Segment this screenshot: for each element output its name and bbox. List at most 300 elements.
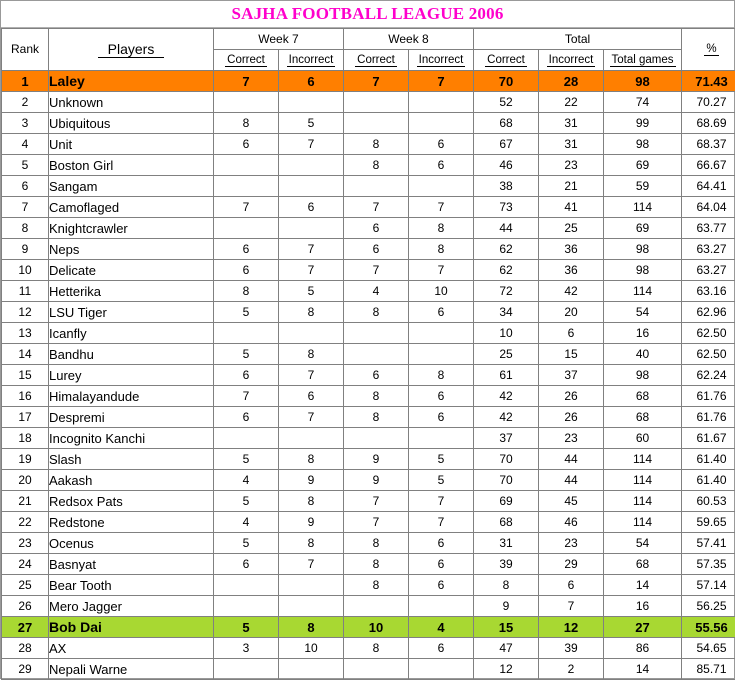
cell-percent: 64.41 bbox=[682, 176, 735, 197]
cell-total-incorrect: 31 bbox=[539, 113, 604, 134]
table-row bbox=[2, 575, 735, 596]
cell-week7-incorrect: 8 bbox=[279, 491, 344, 512]
cell-rank: 14 bbox=[2, 344, 49, 365]
cell-week7-correct: 4 bbox=[214, 470, 279, 491]
cell-percent: 62.50 bbox=[682, 344, 735, 365]
cell-week7-correct: 8 bbox=[214, 113, 279, 134]
cell-total-games: 98 bbox=[604, 134, 682, 155]
cell-total-correct: 70 bbox=[474, 470, 539, 491]
cell-total-games: 59 bbox=[604, 176, 682, 197]
cell-total-correct: 47 bbox=[474, 638, 539, 659]
cell-total-games: 40 bbox=[604, 344, 682, 365]
cell-player: Knightcrawler bbox=[49, 218, 214, 239]
cell-total-games: 60 bbox=[604, 428, 682, 449]
cell-week7-incorrect bbox=[279, 155, 344, 176]
cell-player: Mero Jagger bbox=[49, 596, 214, 617]
cell-rank: 28 bbox=[2, 638, 49, 659]
cell-week7-incorrect: 7 bbox=[279, 407, 344, 428]
cell-total-games: 98 bbox=[604, 71, 682, 92]
cell-percent: 62.96 bbox=[682, 302, 735, 323]
table-row bbox=[2, 386, 735, 407]
cell-percent: 68.69 bbox=[682, 113, 735, 134]
cell-week8-correct: 6 bbox=[344, 218, 409, 239]
cell-total-correct: 8 bbox=[474, 575, 539, 596]
cell-total-incorrect: 25 bbox=[539, 218, 604, 239]
table-row bbox=[2, 617, 735, 638]
cell-week7-incorrect: 8 bbox=[279, 449, 344, 470]
cell-week7-correct: 8 bbox=[214, 281, 279, 302]
cell-week8-correct: 8 bbox=[344, 302, 409, 323]
column-group-week7: Week 7 bbox=[214, 29, 344, 50]
cell-total-incorrect: 2 bbox=[539, 659, 604, 680]
cell-week7-incorrect: 9 bbox=[279, 470, 344, 491]
table-row bbox=[2, 428, 735, 449]
cell-total-correct: 12 bbox=[474, 659, 539, 680]
cell-week7-incorrect: 8 bbox=[279, 533, 344, 554]
cell-rank: 10 bbox=[2, 260, 49, 281]
cell-rank: 20 bbox=[2, 470, 49, 491]
cell-rank: 12 bbox=[2, 302, 49, 323]
cell-rank: 2 bbox=[2, 92, 49, 113]
cell-player: Redstone bbox=[49, 512, 214, 533]
cell-week8-correct bbox=[344, 428, 409, 449]
cell-player: Redsox Pats bbox=[49, 491, 214, 512]
cell-percent: 61.67 bbox=[682, 428, 735, 449]
cell-total-incorrect: 6 bbox=[539, 323, 604, 344]
cell-player: Laley bbox=[49, 71, 214, 92]
table-body bbox=[2, 71, 735, 680]
cell-week7-correct: 7 bbox=[214, 71, 279, 92]
table-header bbox=[2, 29, 735, 71]
column-header-total-incorrect: Incorrect bbox=[539, 50, 604, 71]
cell-week8-incorrect: 8 bbox=[409, 239, 474, 260]
cell-rank: 22 bbox=[2, 512, 49, 533]
cell-total-games: 68 bbox=[604, 386, 682, 407]
cell-percent: 54.65 bbox=[682, 638, 735, 659]
cell-total-correct: 69 bbox=[474, 491, 539, 512]
cell-rank: 16 bbox=[2, 386, 49, 407]
cell-total-correct: 34 bbox=[474, 302, 539, 323]
cell-week7-correct: 6 bbox=[214, 365, 279, 386]
cell-total-incorrect: 26 bbox=[539, 407, 604, 428]
cell-week7-incorrect bbox=[279, 596, 344, 617]
column-group-week8: Week 8 bbox=[344, 29, 474, 50]
cell-week8-correct bbox=[344, 113, 409, 134]
cell-week8-correct: 4 bbox=[344, 281, 409, 302]
cell-total-games: 54 bbox=[604, 533, 682, 554]
cell-rank: 23 bbox=[2, 533, 49, 554]
table-row bbox=[2, 512, 735, 533]
cell-rank: 9 bbox=[2, 239, 49, 260]
cell-rank: 27 bbox=[2, 617, 49, 638]
cell-total-incorrect: 36 bbox=[539, 239, 604, 260]
cell-week7-incorrect: 7 bbox=[279, 554, 344, 575]
cell-week8-correct bbox=[344, 659, 409, 680]
cell-week7-incorrect: 8 bbox=[279, 344, 344, 365]
cell-percent: 56.25 bbox=[682, 596, 735, 617]
cell-week7-correct: 6 bbox=[214, 554, 279, 575]
cell-week8-correct bbox=[344, 176, 409, 197]
cell-rank: 15 bbox=[2, 365, 49, 386]
cell-week8-incorrect: 6 bbox=[409, 155, 474, 176]
table-row bbox=[2, 323, 735, 344]
cell-week8-correct bbox=[344, 596, 409, 617]
cell-total-correct: 67 bbox=[474, 134, 539, 155]
cell-week8-incorrect: 6 bbox=[409, 302, 474, 323]
cell-week7-incorrect: 6 bbox=[279, 386, 344, 407]
cell-week8-correct: 9 bbox=[344, 470, 409, 491]
cell-total-games: 99 bbox=[604, 113, 682, 134]
table-row bbox=[2, 113, 735, 134]
table-row bbox=[2, 92, 735, 113]
cell-week7-correct bbox=[214, 92, 279, 113]
cell-percent: 57.41 bbox=[682, 533, 735, 554]
cell-percent: 61.40 bbox=[682, 470, 735, 491]
table-row bbox=[2, 344, 735, 365]
cell-percent: 62.50 bbox=[682, 323, 735, 344]
cell-total-correct: 10 bbox=[474, 323, 539, 344]
cell-week7-incorrect: 8 bbox=[279, 302, 344, 323]
cell-rank: 25 bbox=[2, 575, 49, 596]
cell-rank: 6 bbox=[2, 176, 49, 197]
cell-week8-incorrect: 6 bbox=[409, 134, 474, 155]
table-row bbox=[2, 491, 735, 512]
cell-total-correct: 62 bbox=[474, 260, 539, 281]
cell-player: Unit bbox=[49, 134, 214, 155]
cell-week7-correct: 5 bbox=[214, 533, 279, 554]
cell-total-correct: 72 bbox=[474, 281, 539, 302]
cell-week8-correct: 8 bbox=[344, 134, 409, 155]
cell-week7-incorrect bbox=[279, 218, 344, 239]
cell-week7-correct: 5 bbox=[214, 449, 279, 470]
cell-player: Incognito Kanchi bbox=[49, 428, 214, 449]
cell-week7-incorrect: 9 bbox=[279, 512, 344, 533]
cell-total-games: 98 bbox=[604, 260, 682, 281]
cell-total-correct: 42 bbox=[474, 407, 539, 428]
cell-percent: 64.04 bbox=[682, 197, 735, 218]
cell-player: Bandhu bbox=[49, 344, 214, 365]
cell-percent: 66.67 bbox=[682, 155, 735, 176]
cell-percent: 57.14 bbox=[682, 575, 735, 596]
cell-total-incorrect: 26 bbox=[539, 386, 604, 407]
cell-week7-incorrect: 6 bbox=[279, 71, 344, 92]
cell-week8-correct: 10 bbox=[344, 617, 409, 638]
table-row bbox=[2, 218, 735, 239]
cell-week8-incorrect bbox=[409, 659, 474, 680]
cell-week8-incorrect: 7 bbox=[409, 197, 474, 218]
cell-week7-correct: 5 bbox=[214, 302, 279, 323]
cell-week8-incorrect bbox=[409, 323, 474, 344]
cell-rank: 19 bbox=[2, 449, 49, 470]
cell-total-incorrect: 29 bbox=[539, 554, 604, 575]
cell-player: Delicate bbox=[49, 260, 214, 281]
cell-week8-incorrect bbox=[409, 596, 474, 617]
cell-rank: 4 bbox=[2, 134, 49, 155]
column-header-percent bbox=[682, 29, 735, 71]
cell-week8-incorrect bbox=[409, 344, 474, 365]
column-header-week8-incorrect: Incorrect bbox=[409, 50, 474, 71]
cell-week7-incorrect: 10 bbox=[279, 638, 344, 659]
cell-total-incorrect: 28 bbox=[539, 71, 604, 92]
cell-total-correct: 46 bbox=[474, 155, 539, 176]
cell-week7-incorrect: 6 bbox=[279, 197, 344, 218]
table-row bbox=[2, 470, 735, 491]
cell-total-incorrect: 42 bbox=[539, 281, 604, 302]
cell-week7-correct: 7 bbox=[214, 386, 279, 407]
cell-total-correct: 61 bbox=[474, 365, 539, 386]
cell-week7-correct bbox=[214, 596, 279, 617]
cell-total-games: 114 bbox=[604, 470, 682, 491]
cell-week8-correct: 8 bbox=[344, 155, 409, 176]
cell-week8-incorrect: 7 bbox=[409, 260, 474, 281]
cell-player: Despremi bbox=[49, 407, 214, 428]
cell-total-correct: 70 bbox=[474, 71, 539, 92]
table-row bbox=[2, 176, 735, 197]
cell-percent: 70.27 bbox=[682, 92, 735, 113]
cell-week7-correct: 6 bbox=[214, 260, 279, 281]
table-row bbox=[2, 533, 735, 554]
cell-week7-correct bbox=[214, 323, 279, 344]
cell-week7-correct: 3 bbox=[214, 638, 279, 659]
cell-week8-incorrect: 7 bbox=[409, 491, 474, 512]
cell-total-incorrect: 7 bbox=[539, 596, 604, 617]
cell-week7-incorrect: 7 bbox=[279, 365, 344, 386]
cell-week8-incorrect: 6 bbox=[409, 386, 474, 407]
cell-week7-correct bbox=[214, 176, 279, 197]
cell-total-games: 68 bbox=[604, 407, 682, 428]
cell-week8-correct: 8 bbox=[344, 386, 409, 407]
cell-player: Lurey bbox=[49, 365, 214, 386]
cell-total-incorrect: 21 bbox=[539, 176, 604, 197]
cell-percent: 63.27 bbox=[682, 239, 735, 260]
cell-week7-correct bbox=[214, 428, 279, 449]
cell-total-incorrect: 39 bbox=[539, 638, 604, 659]
cell-total-incorrect: 44 bbox=[539, 470, 604, 491]
cell-percent: 85.71 bbox=[682, 659, 735, 680]
cell-week8-correct: 7 bbox=[344, 71, 409, 92]
cell-total-incorrect: 46 bbox=[539, 512, 604, 533]
cell-total-correct: 42 bbox=[474, 386, 539, 407]
cell-total-correct: 52 bbox=[474, 92, 539, 113]
cell-player: Camoflaged bbox=[49, 197, 214, 218]
cell-total-games: 27 bbox=[604, 617, 682, 638]
column-header-players-label: Players bbox=[98, 41, 165, 58]
cell-week7-correct: 6 bbox=[214, 134, 279, 155]
page-title: SAJHA FOOTBALL LEAGUE 2006 bbox=[231, 4, 503, 24]
cell-rank: 18 bbox=[2, 428, 49, 449]
cell-week8-correct bbox=[344, 323, 409, 344]
cell-total-games: 114 bbox=[604, 281, 682, 302]
table-row bbox=[2, 260, 735, 281]
table-row bbox=[2, 71, 735, 92]
cell-week7-correct: 5 bbox=[214, 344, 279, 365]
cell-week8-correct: 6 bbox=[344, 239, 409, 260]
cell-player: Ubiquitous bbox=[49, 113, 214, 134]
cell-percent: 61.76 bbox=[682, 386, 735, 407]
cell-week8-incorrect: 5 bbox=[409, 449, 474, 470]
table-row bbox=[2, 134, 735, 155]
cell-total-incorrect: 20 bbox=[539, 302, 604, 323]
cell-week7-incorrect bbox=[279, 659, 344, 680]
cell-week7-incorrect bbox=[279, 92, 344, 113]
cell-total-correct: 31 bbox=[474, 533, 539, 554]
cell-player: Aakash bbox=[49, 470, 214, 491]
cell-week8-incorrect: 10 bbox=[409, 281, 474, 302]
cell-week8-incorrect: 8 bbox=[409, 218, 474, 239]
cell-total-correct: 25 bbox=[474, 344, 539, 365]
cell-week8-incorrect: 4 bbox=[409, 617, 474, 638]
cell-week7-incorrect: 7 bbox=[279, 134, 344, 155]
cell-percent: 61.76 bbox=[682, 407, 735, 428]
cell-week8-incorrect: 7 bbox=[409, 71, 474, 92]
table-row bbox=[2, 659, 735, 680]
cell-week7-incorrect: 5 bbox=[279, 113, 344, 134]
table-row bbox=[2, 281, 735, 302]
cell-percent: 59.65 bbox=[682, 512, 735, 533]
cell-week8-correct: 8 bbox=[344, 638, 409, 659]
column-header-total-correct: Correct bbox=[474, 50, 539, 71]
table-row bbox=[2, 302, 735, 323]
cell-week7-correct bbox=[214, 155, 279, 176]
cell-player: Boston Girl bbox=[49, 155, 214, 176]
cell-total-games: 114 bbox=[604, 512, 682, 533]
cell-week7-incorrect: 5 bbox=[279, 281, 344, 302]
cell-percent: 63.77 bbox=[682, 218, 735, 239]
cell-week8-incorrect: 7 bbox=[409, 512, 474, 533]
cell-total-incorrect: 36 bbox=[539, 260, 604, 281]
cell-player: Slash bbox=[49, 449, 214, 470]
cell-week8-incorrect bbox=[409, 176, 474, 197]
cell-total-games: 16 bbox=[604, 323, 682, 344]
cell-total-incorrect: 12 bbox=[539, 617, 604, 638]
cell-percent: 68.37 bbox=[682, 134, 735, 155]
cell-player: Hetterika bbox=[49, 281, 214, 302]
cell-total-correct: 9 bbox=[474, 596, 539, 617]
cell-percent: 57.35 bbox=[682, 554, 735, 575]
column-header-week8-correct: Correct bbox=[344, 50, 409, 71]
cell-rank: 8 bbox=[2, 218, 49, 239]
cell-week7-correct: 6 bbox=[214, 239, 279, 260]
cell-rank: 7 bbox=[2, 197, 49, 218]
cell-rank: 24 bbox=[2, 554, 49, 575]
cell-total-incorrect: 22 bbox=[539, 92, 604, 113]
cell-total-correct: 39 bbox=[474, 554, 539, 575]
cell-rank: 26 bbox=[2, 596, 49, 617]
cell-week8-incorrect: 6 bbox=[409, 407, 474, 428]
table-row bbox=[2, 197, 735, 218]
cell-total-games: 114 bbox=[604, 491, 682, 512]
cell-week8-incorrect: 6 bbox=[409, 533, 474, 554]
cell-week8-correct: 8 bbox=[344, 533, 409, 554]
cell-week8-correct: 7 bbox=[344, 512, 409, 533]
cell-week8-correct bbox=[344, 92, 409, 113]
cell-week7-incorrect: 7 bbox=[279, 260, 344, 281]
column-header-week7-incorrect: Incorrect bbox=[279, 50, 344, 71]
cell-week7-incorrect bbox=[279, 575, 344, 596]
table-row bbox=[2, 449, 735, 470]
cell-total-correct: 37 bbox=[474, 428, 539, 449]
cell-player: LSU Tiger bbox=[49, 302, 214, 323]
cell-week8-correct: 9 bbox=[344, 449, 409, 470]
cell-week7-incorrect bbox=[279, 176, 344, 197]
cell-total-incorrect: 37 bbox=[539, 365, 604, 386]
table-row bbox=[2, 596, 735, 617]
cell-week7-incorrect: 7 bbox=[279, 239, 344, 260]
cell-week7-incorrect: 8 bbox=[279, 617, 344, 638]
cell-week7-incorrect bbox=[279, 428, 344, 449]
cell-percent: 55.56 bbox=[682, 617, 735, 638]
cell-week8-incorrect bbox=[409, 428, 474, 449]
cell-percent: 60.53 bbox=[682, 491, 735, 512]
cell-week7-correct: 5 bbox=[214, 491, 279, 512]
cell-total-incorrect: 31 bbox=[539, 134, 604, 155]
cell-percent: 62.24 bbox=[682, 365, 735, 386]
cell-total-games: 98 bbox=[604, 239, 682, 260]
cell-total-incorrect: 6 bbox=[539, 575, 604, 596]
cell-total-correct: 68 bbox=[474, 512, 539, 533]
cell-week8-incorrect bbox=[409, 113, 474, 134]
cell-total-games: 69 bbox=[604, 155, 682, 176]
cell-rank: 11 bbox=[2, 281, 49, 302]
table-group-header-row bbox=[2, 29, 735, 50]
cell-total-games: 114 bbox=[604, 449, 682, 470]
table-row bbox=[2, 638, 735, 659]
cell-week8-correct: 8 bbox=[344, 575, 409, 596]
cell-total-incorrect: 23 bbox=[539, 428, 604, 449]
table-row bbox=[2, 155, 735, 176]
table-row bbox=[2, 365, 735, 386]
cell-week7-correct: 4 bbox=[214, 512, 279, 533]
cell-total-games: 114 bbox=[604, 197, 682, 218]
cell-percent: 71.43 bbox=[682, 71, 735, 92]
title-bar bbox=[1, 1, 734, 28]
cell-week8-correct bbox=[344, 344, 409, 365]
cell-percent: 63.27 bbox=[682, 260, 735, 281]
cell-rank: 17 bbox=[2, 407, 49, 428]
cell-total-correct: 15 bbox=[474, 617, 539, 638]
cell-rank: 3 bbox=[2, 113, 49, 134]
cell-player: Himalayandude bbox=[49, 386, 214, 407]
cell-total-games: 86 bbox=[604, 638, 682, 659]
cell-total-games: 74 bbox=[604, 92, 682, 113]
cell-week8-incorrect: 6 bbox=[409, 575, 474, 596]
cell-total-incorrect: 23 bbox=[539, 155, 604, 176]
cell-total-games: 98 bbox=[604, 365, 682, 386]
cell-rank: 1 bbox=[2, 71, 49, 92]
cell-player: Sangam bbox=[49, 176, 214, 197]
cell-total-correct: 68 bbox=[474, 113, 539, 134]
cell-player: Ocenus bbox=[49, 533, 214, 554]
cell-week8-correct: 8 bbox=[344, 407, 409, 428]
table-row bbox=[2, 554, 735, 575]
league-standings-table bbox=[1, 28, 735, 680]
table-row bbox=[2, 407, 735, 428]
cell-week8-correct: 7 bbox=[344, 260, 409, 281]
cell-total-correct: 73 bbox=[474, 197, 539, 218]
cell-total-games: 14 bbox=[604, 659, 682, 680]
column-header-players bbox=[49, 29, 214, 71]
cell-player: Bob Dai bbox=[49, 617, 214, 638]
column-header-rank: Rank bbox=[2, 29, 49, 71]
cell-total-correct: 62 bbox=[474, 239, 539, 260]
cell-week7-incorrect bbox=[279, 323, 344, 344]
cell-week8-incorrect: 8 bbox=[409, 365, 474, 386]
cell-total-games: 14 bbox=[604, 575, 682, 596]
cell-week7-correct bbox=[214, 659, 279, 680]
cell-total-correct: 44 bbox=[474, 218, 539, 239]
cell-percent: 61.40 bbox=[682, 449, 735, 470]
cell-week7-correct: 5 bbox=[214, 617, 279, 638]
